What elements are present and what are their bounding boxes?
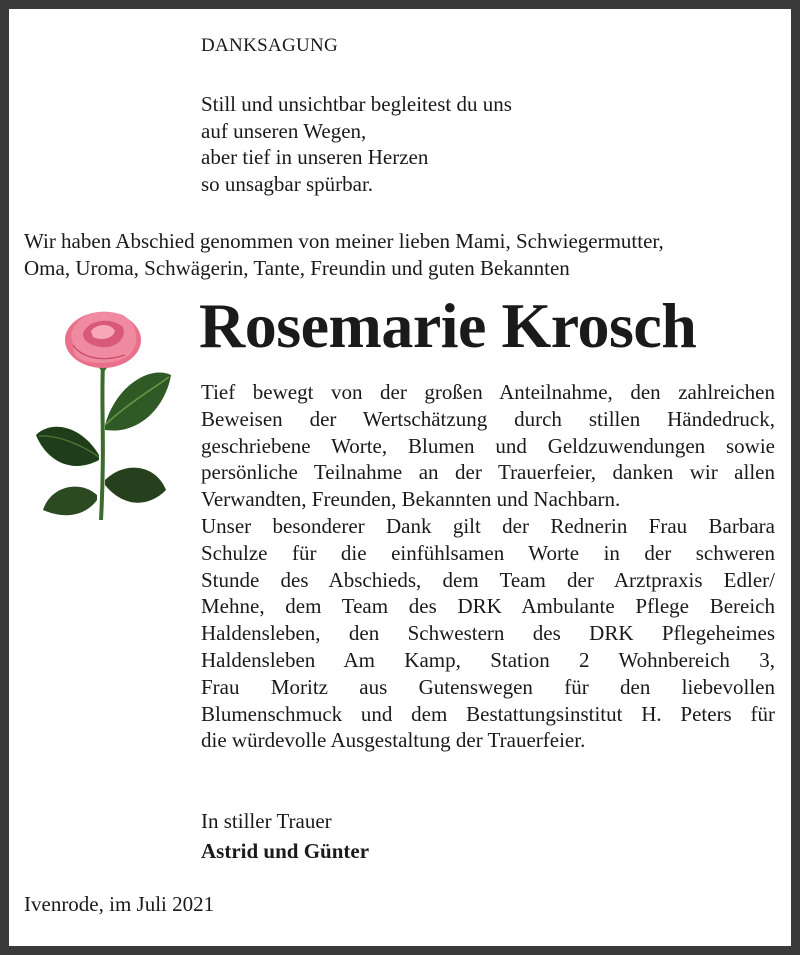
body-line: Verwandten, Freunden, Bekannten und Nachbarn. — [201, 487, 621, 512]
mourner-names: Astrid und Günter — [201, 839, 370, 863]
poem — [201, 91, 512, 197]
body-line: geschriebene Worte, Blumen und Geldzuwendungen sowie — [201, 433, 775, 458]
signoff — [201, 806, 369, 866]
poem-line: Still und unsichtbar begleitest du uns — [201, 92, 512, 116]
poem-line: auf unseren Wegen, — [201, 118, 367, 143]
body-line: Tief bewegt von der großen Anteilnahme, den zahlreichen — [201, 380, 775, 404]
body-line: persönliche Teilnahme an der Trauerfeier, danken wir allen — [201, 460, 775, 485]
intro-text — [24, 228, 664, 282]
rose-icon — [31, 305, 181, 520]
body-line: Haldensleben, den Schwestern des DRK Pflegeheimes — [201, 621, 775, 646]
acknowledgement-text — [201, 379, 775, 754]
body-line: Mehne, dem Team des DRK Ambulante Pflege Bereich — [201, 594, 775, 619]
signoff-phrase: In stiller Trauer — [201, 809, 332, 833]
intro-line: Wir haben Abschied genommen von meiner lieben Mami, Schwiegermutter, — [24, 229, 664, 253]
body-line: Stunde des Abschieds, dem Team der Arztpraxis Edler/ — [201, 567, 775, 592]
body-line: Schulze für die einfühlsamen Worte in der schweren — [201, 540, 775, 565]
body-line: Haldensleben Am Kamp, Station 2 Wohnbereich 3, — [201, 647, 775, 672]
heading: DANKSAGUNG — [201, 35, 339, 56]
body-line: Blumenschmuck und dem Bestattungsinstitut H. Peters für — [201, 701, 775, 726]
poem-line: so unsagbar spürbar. — [201, 171, 374, 196]
body-line: Unser besonderer Dank gilt der Rednerin Frau Barbara — [201, 513, 775, 538]
body-line: Frau Moritz aus Gutenswegen für den liebevollen — [201, 674, 775, 699]
intro-line: Oma, Uroma, Schwägerin, Tante, Freundin und guten Bekannten — [24, 256, 570, 280]
obituary-card — [9, 9, 791, 946]
body-line: Beweisen der Wertschätzung durch stillen Händedruck, — [201, 406, 775, 431]
poem-line: aber tief in unseren Herzen — [201, 145, 429, 169]
body-line: die würdevolle Ausgestaltung der Trauerfeier. — [201, 728, 586, 753]
deceased-name: Rosemarie Krosch — [199, 290, 697, 361]
place-date: Ivenrode, im Juli 2021 — [24, 892, 215, 916]
